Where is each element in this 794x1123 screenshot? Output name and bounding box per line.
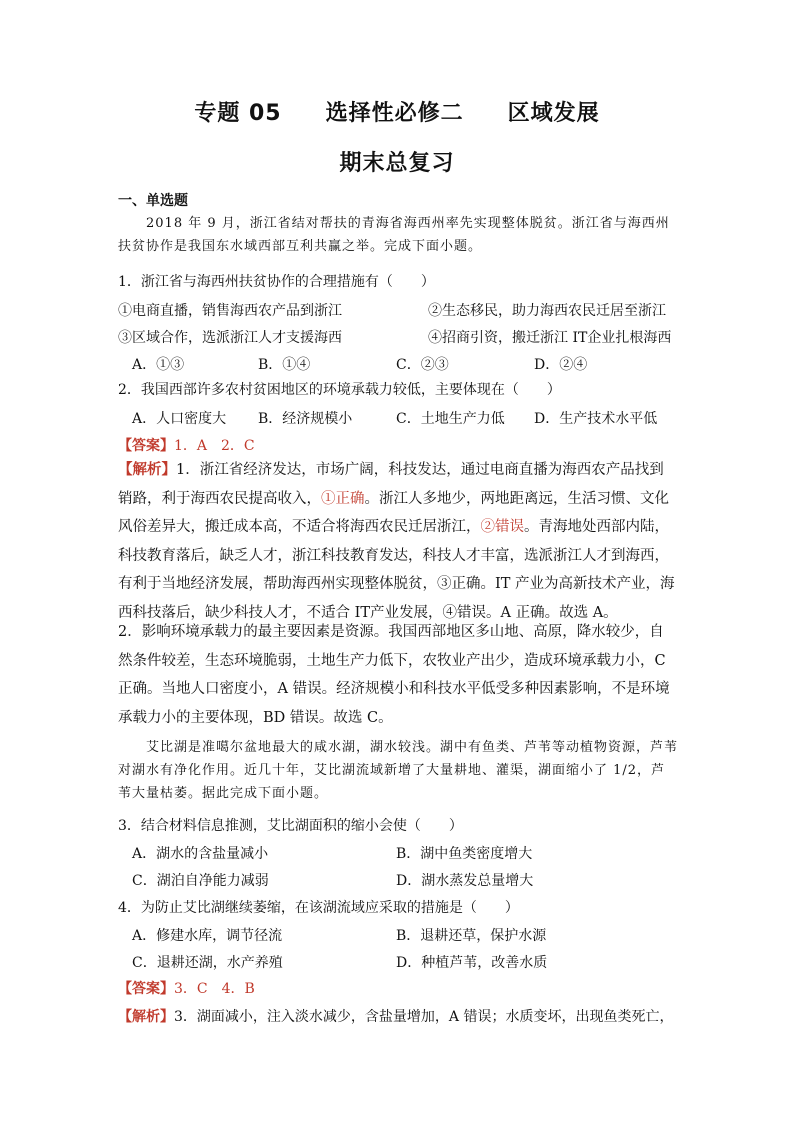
q2-option-a: A．人口密度大	[132, 411, 227, 427]
q1-option-b: B．①④	[258, 357, 311, 373]
question-4-stem: 4．为防止艾比湖继续萎缩，在该湖流域应采取的措施是（ ）	[118, 900, 519, 916]
material-1: 2018 年 9 月，浙江省结对帮扶的青海省海西州率先实现整体脱贫。浙江省与海西州扶贫协作是我国东水域西部互利共赢之举。完成下面小题。	[118, 216, 670, 254]
answer-1	[118, 436, 255, 456]
analysis-1-tag: 【解析】	[118, 461, 176, 478]
q4-option-d: D．种植芦苇，改善水质	[396, 955, 548, 971]
q4-option-a: A．修建水库，调节径流	[132, 928, 283, 944]
q2-option-b: B．经济规模小	[258, 411, 353, 427]
doc-title-line2: 期末总复习	[339, 151, 455, 176]
q1-option-a: A．①③	[132, 357, 185, 373]
analysis-1-part-1	[118, 456, 678, 627]
analysis-1-text-c: 。浙江人多地少，两地距离远，生活习惯、文化风俗差异大，搬迁成本高，不适合将海西农民迁居浙江，	[118, 490, 669, 535]
analysis-2-text: 3．湖面减小，注入淡水减少，含盐量增加，A 错误；水质变坏，出现鱼类死亡，	[174, 1009, 674, 1025]
q1-item-4: ④招商引资，搬迁浙江 IT企业扎根海西	[428, 330, 672, 346]
answer-2-tag: 【答案】	[118, 981, 174, 997]
q1-item-1: ①电商直播，销售海西农产品到浙江	[118, 303, 342, 319]
q4-option-c: C．退耕还湖，水产养殖	[132, 955, 283, 971]
q2-option-d: D．生产技术水平低	[534, 411, 658, 427]
title-part-unit: 区域发展	[507, 101, 600, 126]
section-heading: 一、单选题	[118, 193, 188, 209]
title-part-course: 选择性必修二	[325, 101, 464, 126]
analysis-1-mark-1: ①正确	[321, 490, 365, 507]
analysis-1-part-2: 2．影响环境承载力的最主要因素是资源。我国西部地区多山地、高原，降水较少，自然条件较差，生态环境脆弱，土地生产力低下，农牧业产出少，造成环境承载力小，C 正确。当地人口密度小，A 错误。经济规模小和科技水平低受多种因素影响，不是环境承载力小的主要体现，BD 错误。故选 C。	[118, 624, 670, 726]
q3-option-d: D．湖水蒸发总量增大	[396, 873, 534, 889]
answer-1-text: 1．A 2．C	[174, 438, 255, 454]
answer-1-tag: 【答案】	[118, 438, 174, 454]
analysis-1-text-e: 。青海地处西部内陆，科技教育落后，缺乏人才，浙江科技教育发达，科技人才丰富，选派浙江人才到海西，有利于当地经济发展，帮助海西州实现整体脱贫，③正确。IT 产业为高新技术产业，海西科技落后，缺少科技人才，不适合 IT产业发展，④错误。A 正确。故选 A。	[118, 519, 675, 621]
question-2-stem: 2．我国西部许多农村贫困地区的环境承载力较低，主要体现在（ ）	[118, 382, 561, 398]
title-part-topic: 专题 05	[194, 101, 282, 126]
answer-2-text: 3．C 4．B	[174, 981, 255, 997]
q3-option-b: B．湖中鱼类密度增大	[396, 846, 533, 862]
analysis-2-tag: 【解析】	[118, 1009, 174, 1025]
q1-option-c: C．②③	[396, 357, 449, 373]
q1-option-d: D．②④	[534, 357, 588, 373]
q4-option-b: B．退耕还草，保护水源	[396, 928, 547, 944]
q1-item-3: ③区域合作，选派浙江人才支援海西	[118, 330, 342, 346]
analysis-1-text-a: 1．浙江省经济发达，市场广阔，科技发达，通过电商直播为海西农产品找到销路，利于海西农民提高收入，	[118, 462, 664, 507]
answer-2	[118, 979, 255, 999]
material-2: 艾比湖是准噶尔盆地最大的咸水湖，湖水较浅。湖中有鱼类、芦苇等动植物资源，芦苇对湖水有净化作用。近几十年，艾比湖流域新增了大量耕地、灌渠，湖面缩小了 1/2，芦苇大量枯萎。据此完成下面小题。	[118, 740, 679, 801]
analysis-1-mark-2: ②错误	[480, 519, 524, 535]
q3-option-c: C．湖泊自净能力减弱	[132, 873, 269, 889]
analysis-2	[118, 1007, 673, 1027]
q1-item-2: ②生态移民，助力海西农民迁居至浙江	[428, 303, 666, 319]
question-3-stem: 3．结合材料信息推测，艾比湖面积的缩小会使（ ）	[118, 818, 463, 834]
question-1-stem: 1．浙江省与海西州扶贫协作的合理措施有（ ）	[118, 274, 435, 290]
q2-option-c: C．土地生产力低	[396, 411, 505, 427]
q3-option-a: A．湖水的含盐量减小	[132, 846, 269, 862]
doc-title-line1	[0, 96, 794, 127]
